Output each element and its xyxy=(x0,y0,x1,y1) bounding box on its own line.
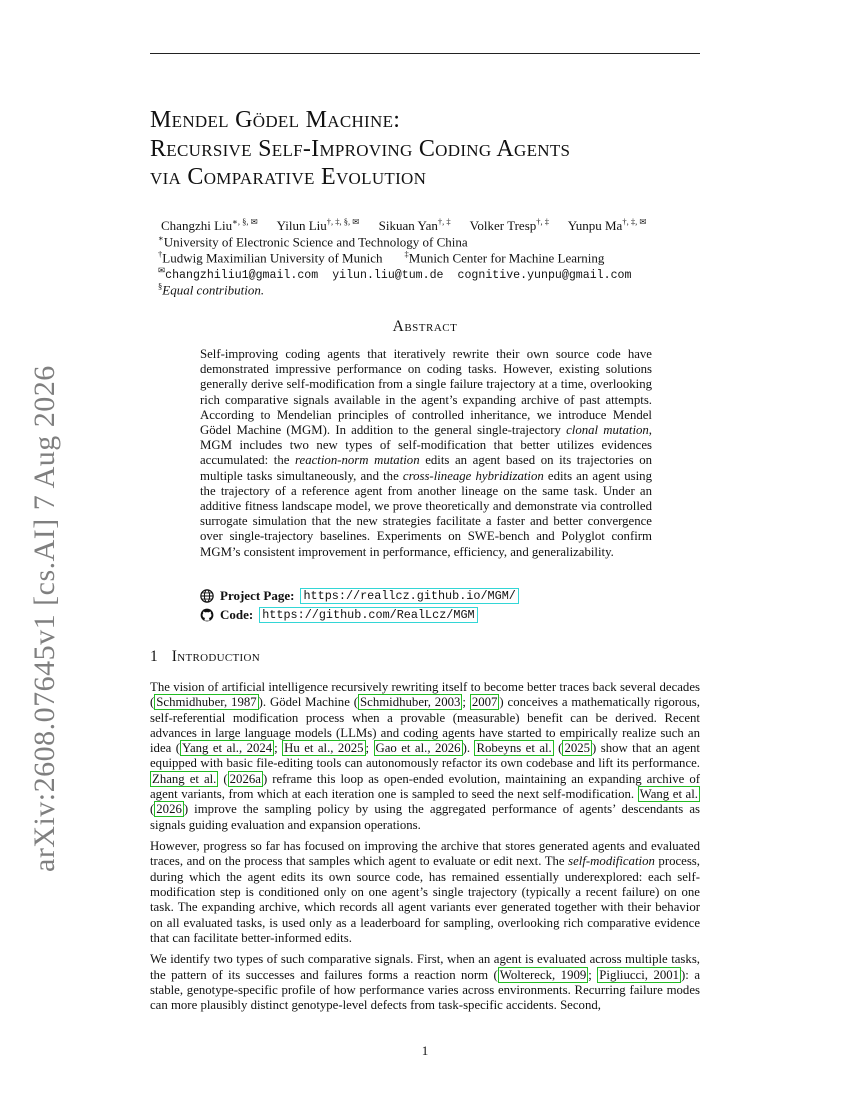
affiliation-mark: ‡ xyxy=(404,249,409,259)
abstract-body xyxy=(200,347,652,560)
citation-link[interactable]: 2007 xyxy=(471,695,498,710)
github-icon xyxy=(200,608,214,622)
citation-link[interactable]: 2026 xyxy=(156,802,182,817)
citation-link[interactable]: 2026a xyxy=(229,771,261,786)
author-marks: †, ‡, §, ✉ xyxy=(326,217,360,227)
citation-link[interactable]: Hu et al., 2025 xyxy=(284,741,364,756)
email-icon: ✉ xyxy=(158,265,166,275)
citation-link[interactable]: Robeyns et al. xyxy=(476,741,552,756)
top-rule xyxy=(150,53,700,54)
title-line-2: Recursive Self-Improving Coding Agents xyxy=(150,135,571,162)
body-text: ; xyxy=(588,967,598,982)
code-row xyxy=(200,605,519,624)
body-text: ; xyxy=(274,741,283,756)
body-text: ) reframe this loop as open-ended evolution, maintaining an expanding archive of agent variants, from which at each iteration one is sampled to seed the next self-modification. xyxy=(150,771,700,802)
body-text: However, progress so far has focused on improving the archive that stores generated agents and evaluated traces, and on the process that samples which agent to evaluate or edit next. The xyxy=(150,839,700,869)
author-marks: †, ‡ xyxy=(437,217,451,227)
intro-paragraph-3 xyxy=(150,952,700,1013)
abstract-paragraph xyxy=(200,347,652,560)
email-link[interactable]: changzhiliu1@gmail.com xyxy=(165,269,319,283)
equal-contribution-note xyxy=(158,278,264,298)
affiliation-mark: § xyxy=(158,281,163,291)
body-text: ( xyxy=(218,771,228,786)
project-page-link[interactable]: https://reallcz.github.io/MGM/ xyxy=(300,588,518,604)
body-text: ) conceives a mathematically rigorous, self-referential modification process when a provable (measurable) benefit can be derived. Recent advances in large language models (LLMs) and coding agents have started to empirically realize such an idea ( xyxy=(150,695,700,756)
section-number: 1 xyxy=(150,648,158,665)
author-name: Yunpu Ma xyxy=(567,218,623,234)
project-links xyxy=(200,586,519,624)
body-text: ) improve the sampling policy by using the aggregated performance of agents’ descendants as signals guiding evaluation and expansion operations. xyxy=(150,802,700,832)
author-marks: ∗, §, ✉ xyxy=(232,217,258,227)
author-marks: †, ‡, ✉ xyxy=(622,217,647,227)
affiliation-text: Munich Center for Machine Learning xyxy=(408,250,605,266)
globe-icon xyxy=(200,589,214,603)
equal-contribution-text: Equal contribution. xyxy=(162,282,265,298)
emphasis-text: self-modification xyxy=(568,854,655,869)
paper-title xyxy=(150,106,710,192)
project-page-row xyxy=(200,586,519,605)
body-text: We identify two types of such comparative signals. First, when an agent is evaluated across multiple tasks, the pattern of its successes and failures forms a reaction norm ( xyxy=(150,952,700,982)
citation-link[interactable]: Schmidhuber, 2003 xyxy=(360,695,461,710)
email-link[interactable]: yilun.liu@tum.de xyxy=(332,269,444,283)
affiliation-mark: ∗ xyxy=(158,233,164,243)
introduction-body xyxy=(150,680,700,1020)
citation-link[interactable]: Wang et al. xyxy=(639,787,698,802)
author-name: Sikuan Yan xyxy=(378,218,438,234)
email-link[interactable]: cognitive.yunpu@gmail.com xyxy=(457,269,632,283)
body-text: ) show that an agent equipped with basic file-editing tools can autonomously refactor its own codebase and lift its performance. xyxy=(150,741,700,771)
abstract-text: edits an agent using the trajectory of a reference agent from another lineage on the same task. Under an additive fitness landscape model, we prove theoretically and demonstrate via controlled surrogate simulation that the new strategies facilitate a faster and better convergence over single-trajectory baselines. Experiments on SWE-bench and Polyglot confirm MGM’s consistent improvement in performance, efficiency, and generalizability. xyxy=(200,468,652,559)
citation-link[interactable]: Gao et al., 2026 xyxy=(375,741,461,756)
body-text: ). xyxy=(462,741,475,756)
affiliation-text: University of Electronic Science and Technology of China xyxy=(163,234,468,250)
intro-paragraph-2 xyxy=(150,839,700,946)
abstract-text: Self-improving coding agents that iteratively rewrite their own source code have demonstrated impressive performance on coding tasks. However, existing solutions generally derive self-modification from a single failure trajectory at a time, overlooking rich comparative signals available in the agent’s expanding archive of past attempts. According to Mendelian principles of controlled inheritance, we introduce Mendel Gödel Machine (MGM). In addition to the general single-trajectory xyxy=(200,347,652,438)
body-text: ). Gödel Machine ( xyxy=(258,695,359,710)
author-marks: †, ‡ xyxy=(536,217,550,227)
section-title: Introduction xyxy=(171,648,260,665)
title-line-3: via Comparative Evolution xyxy=(150,164,427,190)
body-text: process, during which the agent edits its own source code, has remained essentially underexplored: each self-modification step is conditioned only on one agent’s single trajectory (typically a recent failure) on one task. The expanding archive, which records all agent variants ever generated together with their behavior on all evaluated tasks, is used only as a leaderboard for sampling, overlooking rich comparative evidence that can facilitate better-informed edits. xyxy=(150,854,700,945)
abstract-emphasis: clonal mutation xyxy=(566,423,649,438)
body-text: ): a stable, genotype-specific profile of how performance varies across environments. Recurring failure modes can more plausibly distinct genotype-level defects from task-specific accidents. Second, xyxy=(150,967,700,1013)
abstract-emphasis: reaction-norm mutation xyxy=(295,453,420,468)
affiliation-mark: † xyxy=(158,249,163,259)
author xyxy=(470,218,549,233)
affiliation-text: Ludwig Maximilian University of Munich xyxy=(162,250,383,266)
code-label: Code: xyxy=(220,607,254,622)
code-link[interactable]: https://github.com/RealLcz/MGM xyxy=(259,607,477,623)
arxiv-identifier[interactable]: arXiv:2608.07645v1 [cs.AI] 7 Aug 2026 xyxy=(28,365,61,872)
citation-link[interactable]: Zhang et al. xyxy=(152,771,217,786)
body-text: The vision of artificial intelligence recursively rewriting itself to become better traces back several decades ( xyxy=(150,680,700,710)
abstract-heading: Abstract xyxy=(392,318,458,335)
author xyxy=(568,218,647,233)
citation-link[interactable]: 2025 xyxy=(564,741,591,756)
body-text: ( xyxy=(553,741,563,756)
title-line-1: Mendel Gödel Machine: xyxy=(150,107,401,133)
body-text: ; xyxy=(462,695,470,710)
citation-link[interactable]: Schmidhuber, 1987 xyxy=(156,695,257,710)
author-name: Yilun Liu xyxy=(276,218,327,234)
page-number: 1 xyxy=(421,1043,429,1058)
abstract-text: edits an agent based on its trajectories on multiple tasks simultaneously, and the xyxy=(200,453,653,483)
project-page-label: Project Page: xyxy=(220,588,295,603)
citation-link[interactable]: Woltereck, 1909 xyxy=(499,967,587,982)
intro-paragraph-1 xyxy=(150,680,700,833)
body-text: ; xyxy=(365,741,374,756)
abstract-text: , MGM includes two new types of self-modification that better utilizes evidences accumulated: the xyxy=(200,423,652,468)
citation-link[interactable]: Yang et al., 2024 xyxy=(182,741,273,756)
author-name: Changzhi Liu xyxy=(161,218,233,234)
section-heading xyxy=(150,648,260,666)
citation-link[interactable]: Pigliucci, 2001 xyxy=(599,967,680,982)
author-name: Volker Tresp xyxy=(469,218,537,234)
abstract-emphasis: cross-lineage hybridization xyxy=(402,468,544,483)
body-text: ( xyxy=(150,802,155,817)
